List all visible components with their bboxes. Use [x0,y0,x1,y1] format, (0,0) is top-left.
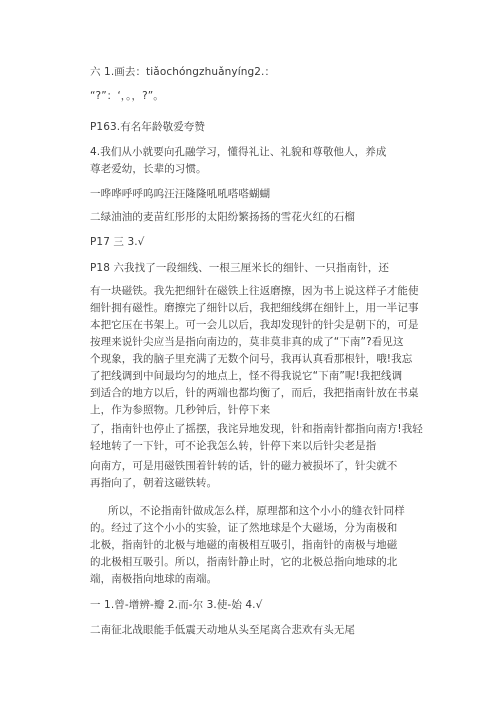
text-line: P18 六我找了一段细线、一根三厘米长的细针、一只指南针，还 [90,262,390,274]
text-line: 本把它压在书架上。可一会儿以后，我却发现针的针尖是朝下的，可是 [90,319,419,331]
text-line: 上，作为参照物。几秒钟后，针停下来 [90,404,271,416]
text-line: 按理来说针尖应当是指向南边的，莫非莫非真的成了“下南”?看见这 [90,336,404,348]
text-line: 有一块磁铁。我先把细针在磁铁上往返磨擦，因为书上说这样子才能使 [90,285,419,297]
text-line: 的北极相互吸引。所以，指南针静止时，它的北极总指向地球的北 [90,556,398,568]
text-line: “?”：‘，。，?”。 [90,90,164,102]
text-line: P163.有名年龄敬爱夸赞 [90,121,206,133]
text-line: 一哗哗呼呼呜呜汪汪隆隆吼吼嗒嗒蝴蝴 [90,188,271,200]
text-line: 个现象，我的脑子里充满了无数个问号，我再认真看那根针，哦!我忘 [90,353,413,365]
text-line: 向南方，可是用磁铁围着针转的话，针的磁力被损坏了，针尖就不 [90,460,398,472]
text-line: 细针拥有磁性。磨擦完了细针以后，我把细线绑在细针上，用一半记事 [90,302,419,314]
text-line: P17 三 3.√ [90,236,145,248]
text-line: 了把线调到中间最均匀的地点上，怪不得我说它“下南”呢!我把线调 [90,370,403,382]
text-line: 到适合的地方以后，针的两端也都均衡了，而后，我把指南针放在书桌 [90,387,419,399]
text-line: 再指向了，朝着这磁铁转。 [90,477,218,489]
text-line: 二南征北战眼能手低震天动地从头至尾离合悲欢有头无尾 [90,624,355,636]
text-line: 尊老爱幼，长辈的习惯。 [90,163,207,175]
text-line: 轻地转了一下针，可不论我怎么转，针停下来以后针尖老是指 [90,440,377,452]
text-line: 一 1.曾-增辨-瓣 2.而-尔 3.使-始 4.√ [90,599,263,611]
text-line: 4.我们从小就要向孔融学习，懂得礼让、礼貌和尊敬他人，养成 [90,146,387,158]
text-line: 北极，指南针的北极与地磁的南极相互吸引，指南针的南极与地磁 [90,539,398,551]
text-line: 了，指南针也停止了摇摆，我诧异地发现，针和指南针都指向南方!我轻 [90,423,423,435]
text-line: 二绿油油的麦苗红彤彤的太阳纷繁扬扬的雪花火红的石榴 [90,211,355,223]
text-line: 的。经过了这个小小的实验，证了然地球是个大磁场，分为南极和 [90,522,398,534]
text-line: 六 1.画去：tiǎochóngzhuǎnyíng2.： [90,66,276,78]
text-line: 所以，不论指南针做成怎么样，原理都和这个小小的缝衣针同样 [108,505,405,517]
text-line: 端，南极指向地球的南端。 [90,573,218,585]
